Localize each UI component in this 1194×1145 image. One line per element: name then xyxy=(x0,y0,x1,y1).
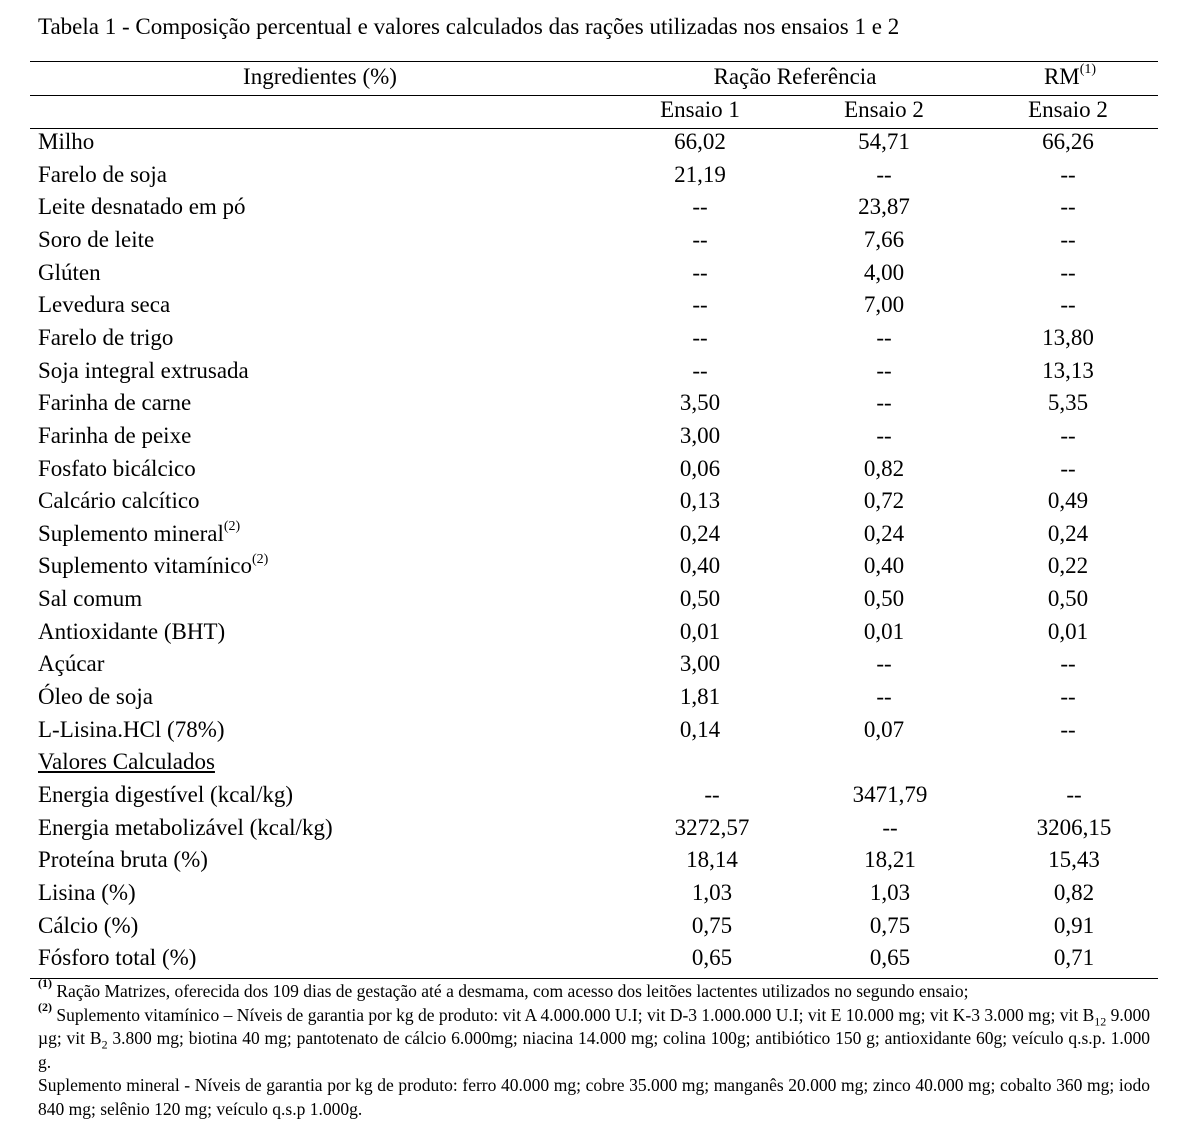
footnote-2: $^{(2)}$ Suplemento vitamínico – Níveis de garantia por kg de produto: vit A 4.000.000 U.I; vit D-3 1.000.000 U.I; vit E 10.000 mg; vit K-3 3.000 mg; vit $B_{12}$ 9.000 µg; vit $B_2$ 3.800 mg; biotina 40 mg; pantotenato de cálcio 6.000mg; niacina 14.000 mg; colina 100g; antibiótico 150 g; antioxidante 60g; veículo q.s.p. 1.000 g. xyxy=(38,999,1151,1072)
cell-ensaio-2: -- xyxy=(876,390,892,416)
cell-ensaio-2: 1,03 xyxy=(869,879,911,905)
cell-ensaio-1: -- xyxy=(692,324,708,350)
ingredient-name: Açúcar xyxy=(38,651,105,677)
cell-ensaio-1: -- xyxy=(692,226,708,252)
cell-ensaio-1: -- xyxy=(692,292,708,318)
header-group-reference: Ração Referência xyxy=(713,64,877,89)
footnote-mineral: Suplemento mineral - Níveis de garantia por kg de produto: ferro 40.000 mg; cobre 35.000 mg; manganês 20.000 mg; zinco 40.000 mg; cobalto 360 mg; iodo 840 mg; selênio 120 mg; veículo q.s.p 1.000g. xyxy=(38,1075,1150,1119)
cell-ensaio-1: 3,00 xyxy=(679,422,721,448)
row-label xyxy=(38,390,191,416)
row-label xyxy=(38,358,249,384)
cell-ensaio-2: 0,24 xyxy=(863,520,905,546)
ingredient-name: Óleo de soja xyxy=(38,684,153,710)
header-ingredients: Ingredientes (%) xyxy=(243,64,397,89)
section-row xyxy=(0,749,1194,782)
row-label xyxy=(38,521,240,547)
row-label xyxy=(38,651,104,677)
table-row xyxy=(0,358,1194,391)
table-row xyxy=(0,847,1194,880)
cell-ensaio-1: 18,14 xyxy=(686,847,738,873)
cell-ensaio-2: 0,65 xyxy=(869,945,911,971)
cell-ensaio-1: 0,75 xyxy=(691,912,733,938)
cell-rm: -- xyxy=(1066,782,1082,807)
row-label xyxy=(38,292,170,318)
cell-ensaio-1: 0,50 xyxy=(679,586,721,612)
ingredient-name: Fosfato bicálcico xyxy=(38,455,196,481)
footnotes xyxy=(38,976,1151,1121)
table-row xyxy=(0,292,1194,325)
cell-rm: 0,49 xyxy=(1047,488,1089,514)
table-row xyxy=(0,651,1194,684)
row-label xyxy=(38,553,268,579)
cell-ensaio-1: 3,50 xyxy=(679,390,721,416)
cell-rm: -- xyxy=(1060,259,1076,285)
cell-rm: 0,82 xyxy=(1053,879,1095,905)
header-rm-ensaio-2: Ensaio 2 xyxy=(1028,97,1108,122)
cell-rm: -- xyxy=(1060,292,1076,318)
ingredient-name: Farinha de peixe xyxy=(38,422,192,448)
table-row xyxy=(0,390,1194,423)
table-row xyxy=(0,488,1194,521)
table-row xyxy=(0,521,1194,554)
cell-rm: -- xyxy=(1060,422,1076,448)
cell-ensaio-2: -- xyxy=(882,814,898,840)
row-label xyxy=(38,162,167,188)
row-label xyxy=(38,619,225,645)
row-label xyxy=(38,717,225,743)
header-ensaio-2: Ensaio 2 xyxy=(844,97,924,122)
cell-ensaio-1: 0,65 xyxy=(691,945,733,971)
cell-ensaio-2: -- xyxy=(876,422,892,448)
cell-ensaio-2: 0,07 xyxy=(863,716,905,742)
header-group-rm xyxy=(1000,64,1140,90)
table-row xyxy=(0,456,1194,489)
cell-ensaio-1: 21,19 xyxy=(674,161,726,187)
table-row xyxy=(0,586,1194,619)
header-ensaio-1: Ensaio 1 xyxy=(660,97,740,122)
row-label xyxy=(38,194,246,220)
cell-rm: 66,26 xyxy=(1042,129,1094,154)
cell-rm: 5,35 xyxy=(1047,390,1089,416)
cell-ensaio-1: 0,40 xyxy=(679,553,721,579)
ingredient-name: Farinha de carne xyxy=(38,390,192,416)
cell-ensaio-1: 0,01 xyxy=(679,618,721,644)
ingredient-name: Farelo de soja xyxy=(38,161,168,187)
cell-rm: 0,50 xyxy=(1047,586,1089,612)
ingredient-name: Levedura seca xyxy=(38,292,171,318)
cell-ensaio-2: 7,00 xyxy=(863,292,905,318)
cell-ensaio-2: 0,72 xyxy=(863,488,905,514)
cell-ensaio-1: -- xyxy=(704,782,720,807)
cell-ensaio-1: 66,02 xyxy=(674,129,726,154)
cell-ensaio-2: 0,50 xyxy=(863,586,905,612)
table-row xyxy=(0,325,1194,358)
ingredient-name: Milho xyxy=(38,129,95,154)
cell-ensaio-2: 0,75 xyxy=(869,912,911,938)
table-row xyxy=(0,162,1194,195)
table-row xyxy=(0,717,1194,750)
cell-rm: -- xyxy=(1060,455,1076,481)
calculated-name: Fósforo total (%) xyxy=(38,945,197,971)
row-label xyxy=(38,586,142,612)
table-row xyxy=(0,423,1194,456)
top-rule xyxy=(30,61,1158,62)
ingredient-name: Suplemento vitamínico xyxy=(38,553,252,579)
cell-rm: -- xyxy=(1060,161,1076,187)
cell-ensaio-1: -- xyxy=(692,357,708,383)
cell-ensaio-2: -- xyxy=(876,684,892,710)
ingredient-note: (2) xyxy=(252,551,269,567)
cell-ensaio-2: 54,71 xyxy=(858,129,910,154)
cell-ensaio-2: 18,21 xyxy=(864,847,916,873)
calculated-name: Cálcio (%) xyxy=(38,912,139,938)
cell-ensaio-2: 4,00 xyxy=(863,259,905,285)
calculated-name: Energia metabolizável (kcal/kg) xyxy=(38,814,333,840)
table-row xyxy=(0,194,1194,227)
calculated-name: Energia digestível (kcal/kg) xyxy=(38,782,294,807)
ingredient-name: Soro de leite xyxy=(38,226,155,252)
table-row xyxy=(0,684,1194,717)
table-row xyxy=(0,945,1194,978)
table-row xyxy=(0,260,1194,293)
cell-rm: 0,24 xyxy=(1047,520,1089,546)
cell-ensaio-1: -- xyxy=(692,194,708,220)
cell-rm: 13,80 xyxy=(1042,324,1094,350)
cell-ensaio-1: 3272,57 xyxy=(674,814,750,840)
row-label xyxy=(38,488,200,514)
cell-rm: -- xyxy=(1060,194,1076,220)
table-row xyxy=(0,129,1194,162)
cell-rm: 0,22 xyxy=(1047,553,1089,579)
cell-rm: 3206,15 xyxy=(1036,814,1112,840)
cell-ensaio-2: 0,01 xyxy=(863,618,905,644)
cell-rm: 0,91 xyxy=(1053,912,1095,938)
cell-rm: 15,43 xyxy=(1048,847,1100,873)
cell-ensaio-1: 1,03 xyxy=(691,879,733,905)
ingredient-name: Antioxidante (BHT) xyxy=(38,618,226,644)
ingredient-note: (2) xyxy=(223,519,241,535)
cell-ensaio-1: 0,14 xyxy=(679,716,721,742)
ingredient-name: L-Lisina.HCl (78%) xyxy=(38,716,225,742)
footnote-1: $^{(1)}$ Ração Matrizes, oferecida dos 109 dias de gestação até a desmama, com acesso dos leitões lactentes utilizados no segundo ensaio; xyxy=(38,976,969,1001)
cell-ensaio-2: 23,87 xyxy=(858,194,910,220)
cell-ensaio-2: 7,66 xyxy=(863,226,905,252)
cell-rm: -- xyxy=(1060,684,1076,710)
cell-ensaio-1: -- xyxy=(692,259,708,285)
table-row xyxy=(0,227,1194,260)
table-row xyxy=(0,880,1194,913)
table-row xyxy=(0,553,1194,586)
ingredient-name: Calcário calcítico xyxy=(38,488,200,514)
cell-ensaio-2: -- xyxy=(876,324,892,350)
cell-ensaio-2: 0,40 xyxy=(863,553,905,579)
cell-ensaio-1: 0,13 xyxy=(679,488,721,514)
cell-ensaio-1: 1,81 xyxy=(679,684,721,710)
ingredient-name: Suplemento mineral xyxy=(38,520,224,546)
ingredient-name: Glúten xyxy=(38,259,101,285)
cell-rm: -- xyxy=(1060,651,1076,677)
cell-rm: -- xyxy=(1060,226,1076,252)
cell-rm: -- xyxy=(1060,716,1076,742)
cell-ensaio-2: -- xyxy=(876,651,892,677)
table-row xyxy=(0,913,1194,946)
table-caption: Tabela 1 - Composição percentual e valores calculados das rações utilizadas nos ensaios 1 e 2 xyxy=(38,14,900,39)
cell-rm: 0,01 xyxy=(1047,618,1089,644)
row-label xyxy=(38,260,101,286)
cell-ensaio-2: 0,82 xyxy=(863,455,905,481)
table-row xyxy=(0,782,1194,815)
header-rm-note: (1) xyxy=(1079,62,1097,78)
calculated-name: Proteína bruta (%) xyxy=(38,847,208,873)
ingredient-name: Leite desnatado em pó xyxy=(38,194,246,220)
row-label xyxy=(38,325,173,351)
ingredient-name: Farelo de trigo xyxy=(38,324,174,350)
group-rule xyxy=(30,95,1158,96)
cell-rm: 13,13 xyxy=(1042,357,1094,383)
table-bottom-rule xyxy=(30,978,1158,979)
cell-ensaio-2: -- xyxy=(876,161,892,187)
cell-rm: 0,71 xyxy=(1053,945,1095,971)
table-row xyxy=(0,815,1194,848)
row-label xyxy=(38,227,154,253)
row-label xyxy=(38,456,196,482)
row-label xyxy=(38,129,94,155)
ingredient-name: Soja integral extrusada xyxy=(38,357,249,383)
cell-ensaio-2: 3471,79 xyxy=(852,782,928,807)
calculated-name: Lisina (%) xyxy=(38,879,136,905)
table-row xyxy=(0,619,1194,652)
row-label xyxy=(38,423,191,449)
header-rm-label: RM xyxy=(1043,64,1080,89)
ingredient-name: Sal comum xyxy=(38,586,143,612)
cell-ensaio-2: -- xyxy=(876,357,892,383)
cell-ensaio-1: 0,06 xyxy=(679,455,721,481)
cell-ensaio-1: 3,00 xyxy=(679,651,721,677)
cell-ensaio-1: 0,24 xyxy=(679,520,721,546)
section-title-valores-calculados: Valores Calculados xyxy=(38,749,215,775)
row-label xyxy=(38,684,153,710)
